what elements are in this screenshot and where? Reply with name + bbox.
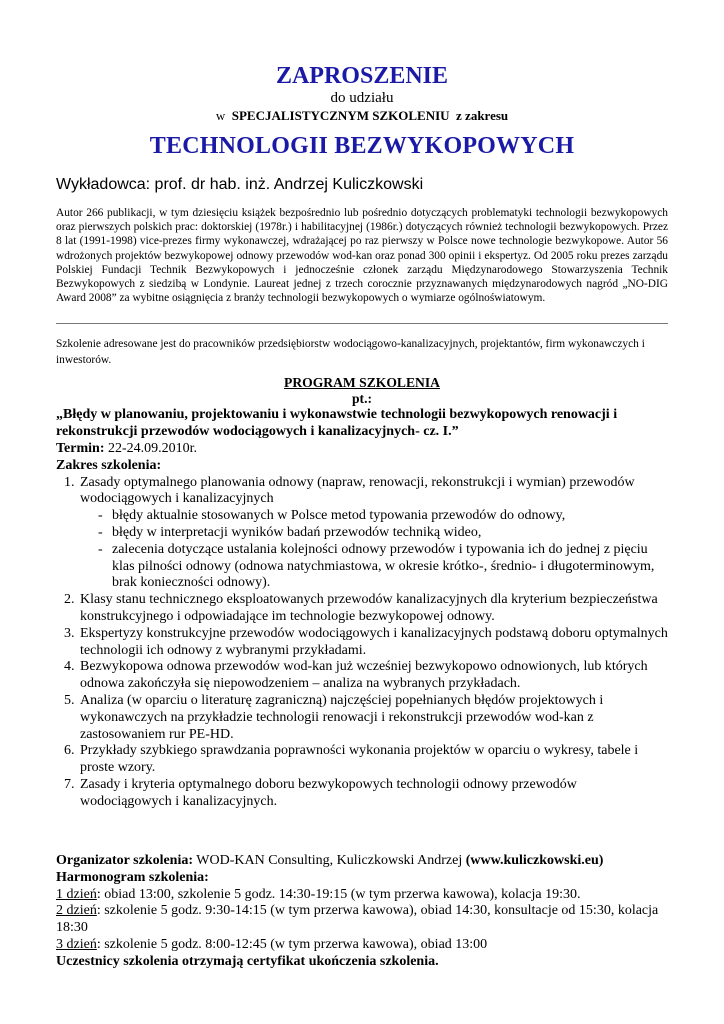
scope-heading-text: Zakres szkolenia:	[56, 457, 162, 473]
day-label: 3 dzień	[56, 936, 97, 952]
certificate-note	[56, 954, 676, 971]
list-item	[78, 475, 668, 593]
list-item: 2. Klasy stanu technicznego eksploatowanych przewodów kanalizacyjnych dla kryterium bezpieczeństwa konstrukcyjnego i odpowiadające im technologie bezwykopowej odnowy.	[78, 592, 668, 626]
term-label: Termin:	[56, 441, 105, 457]
lecturer-line: Wykładowca: prof. dr hab. inż. Andrzej Kuliczkowski	[56, 176, 424, 193]
sub-list-item: - zalecenia dotyczące ustalania kolejności odnowy przewodów i typowania ich do jednej z pięciu klas pilności odnowy (odnowa natychmiastowa, w okresie krótko-, średnio- i długoterminowym, brak konieczności odnowy).	[98, 542, 668, 592]
program-term	[56, 441, 668, 458]
certificate-text: Uczestnicy szkolenia otrzymają certyfikat ukończenia szkolenia.	[56, 953, 439, 969]
organizer-label: Organizator szkolenia:	[56, 853, 194, 868]
program-title: PROGRAM SZKOLENIA	[284, 375, 440, 391]
document-page	[56, 62, 668, 811]
scope-prefix: w	[215, 108, 226, 123]
list-item: 7. Zasady i kryteria optymalnego doboru bezwykopowych technologii odnowy przewodów wodociągowych i kanalizacyjnych.	[78, 777, 668, 811]
sub-list	[80, 508, 668, 592]
schedule-day	[56, 887, 676, 904]
list-item: 5. Analiza (w oparciu o literaturę zagraniczną) najczęściej popełnianych błędów projektowych i wykonawczych na przykładzie technologii renowacji i rekonstrukcji przewodów wod-kan z zastosowaniem rur PE-HD.	[78, 693, 668, 743]
scope-bold: SPECJALISTYCZNYM SZKOLENIU	[231, 108, 450, 123]
subject-title: TECHNOLOGII BEZWYKOPOWYCH	[149, 133, 575, 159]
list-item: 4. Bezwykopowa odnowa przewodów wod-kan już wcześniej bezwykopowo odnowionych, lub których odnowa zakończyła się niepowodzeniem – analiza na wybranych przykładach.	[78, 659, 668, 693]
list-item: 3. Ekspertyzy konstrukcyjne przewodów wodociągowych i kanalizacyjnych podstawą doboru optymalnych technologii ich odnowy z wybranymi przykładami.	[78, 626, 668, 660]
program-topic-text: „Błędy w planowaniu, projektowaniu i wykonawstwie technologii bezwykopowych renowacji i rekonstrukcji przewodów wodociągowych i kanalizacyjnych- cz. I.”	[56, 407, 618, 440]
day-text: : obiad 13:00, szkolenie 5 godz. 14:30-19:15 (w tym przerwa kawowa), kolacja 19:30.	[96, 886, 581, 902]
schedule-label: Harmonogram szkolenia:	[56, 869, 209, 885]
schedule-day	[56, 937, 676, 954]
lecturer-bio: Autor 266 publikacji, w tym dziesięciu książek bezpośrednio lub pośrednio dotyczących problematyki technologii bezwykopowych oraz pierwszych polskich prac: doktorskiej (1978r.) i habilitacyjnej (1986r.) dotyczących również technologii bezwykopowych. Przez 8 lat (1991-1998) vice-prezes firmy wykonawczej, wdrażającej po raz pierwszy w Polsce nowe technologie bezwykopowe. Autor 56 wdrożonych projektów bezwykopowej odnowy przewodów wod-kan oraz ponad 300 opinii i ekspertyz. Od 2005 roku prezes zarządu Polskiej Fundacji Technik Bezwykopowych i jednocześnie członek zarządu Międzynarodowego Stowarzyszenia Technik Bezwykopowych z siedzibą w Londynie. Laureat jednej z trzech corocznie przyznawanych międzynarodowych nagród „NO-DIG Award 2008” za wybitne osiągnięcia z branży technologii bezwykopowych o wymiarze ogólnoświatowym.	[56, 207, 668, 305]
program-topic	[56, 407, 668, 441]
section-divider	[56, 323, 668, 324]
sub-list-item: - błędy w interpretacji wyników badań przewodów techniką wideo,	[98, 525, 668, 542]
audience-text: Szkolenie adresowane jest do pracowników przedsiębiorstw wodociągowo-kanalizacyjnych, projektantów, firm wykonawczych i inwestorów.	[56, 338, 645, 367]
day-text: : szkolenie 5 godz. 8:00-12:45 (w tym przerwa kawowa), obiad 13:00	[96, 936, 488, 952]
program-pt: pt.:	[351, 391, 372, 407]
scope-line	[56, 107, 668, 124]
organizer-line	[56, 853, 676, 870]
day-text: : szkolenie 5 godz. 9:30-14:15 (w tym przerwa kawowa), obiad 14:30, konsultacje od 15:30, kolacja 18:30	[56, 903, 659, 936]
term-value: 22-24.09.2010r.	[107, 441, 198, 457]
topics-list	[56, 475, 668, 811]
schedule-day	[56, 903, 676, 937]
organizer-value: WOD-KAN Consulting, Kuliczkowski Andrzej	[196, 853, 463, 868]
list-item: 6. Przykłady szybkiego sprawdzania poprawności wykonania projektów w oparciu o wykresy, tabele i proste wzory.	[78, 743, 668, 777]
scope-suffix: z zakresu	[456, 108, 509, 123]
footer-section	[56, 853, 676, 971]
scope-heading	[56, 458, 668, 475]
list-item-text: Zasady optymalnego planowania odnowy (napraw, renowacji, rekonstrukcji i wymian) przewodów wodociągowych i kanalizacyjnych	[80, 474, 635, 507]
day-label: 1 dzień	[56, 886, 97, 902]
document-title: ZAPROSZENIE	[275, 63, 449, 89]
schedule-heading	[56, 870, 676, 887]
invite-line: do udziału	[330, 90, 394, 106]
sub-list-item: - błędy aktualnie stosowanych w Polsce metod typowania przewodów do odnowy,	[98, 508, 668, 525]
day-label: 2 dzień	[56, 903, 97, 919]
organizer-url[interactable]: (www.kuliczkowski.eu)	[465, 853, 604, 868]
